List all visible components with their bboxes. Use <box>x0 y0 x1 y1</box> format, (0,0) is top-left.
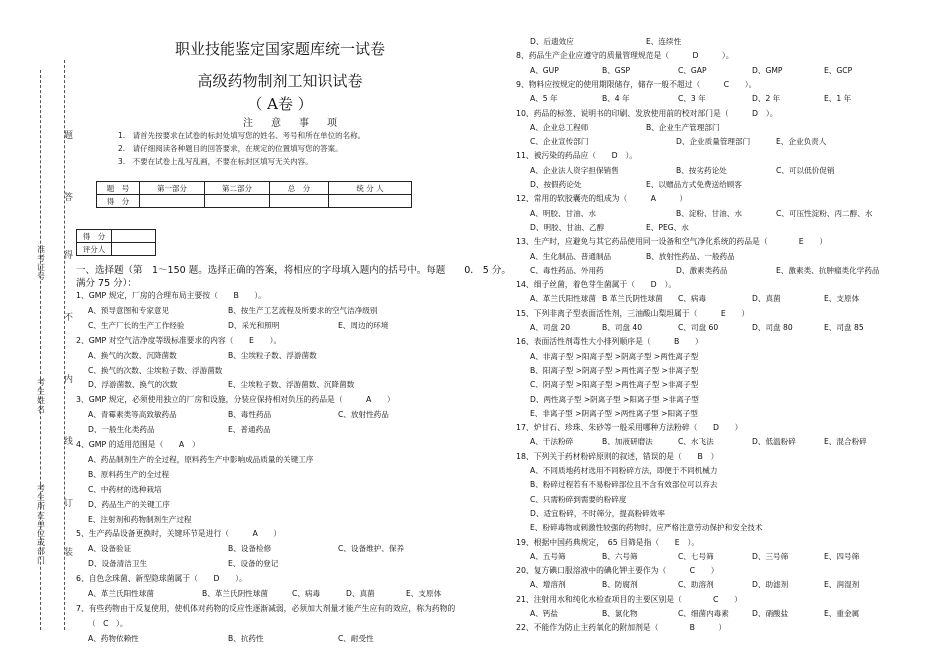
answer-option: D、设备清洁卫生 <box>88 559 148 569</box>
question-stem: 5、生产药品设备更换时，关键环节是进行（ A ） <box>76 529 282 539</box>
answer-option: B、革兰氏阴性球菌 <box>202 589 268 598</box>
answer-option: C、可压性淀粉、丙二醇、水 <box>776 208 873 218</box>
answer-option: D、两性离子型 >阴离子型 >阳离子型 >非离子型 <box>530 394 699 404</box>
question-stem: 21、注射用水和纯化水检查项目的主要区别是（ C ） <box>516 594 742 604</box>
answer-option: E、非离子型 >阴离子型 >两性离子型 >阳离子型 <box>530 408 698 418</box>
answer-option: E、设备的登记 <box>228 559 279 569</box>
grader-name-cell <box>112 243 156 256</box>
score-header: 第二部分 <box>205 182 270 195</box>
answer-option: D、采光和照明 <box>228 320 280 330</box>
question-stem: 9、物料应按规定的使用期限储存，储存一般不超过（ C ）。 <box>516 79 757 89</box>
score-header: 总 分 <box>270 182 329 195</box>
question-stem: 8、药品生产企业应遵守的质量管理规范是（ D ）。 <box>516 51 734 61</box>
answer-option: A、GUP <box>530 65 559 75</box>
answer-option: B、企业生产管理部门 <box>646 122 720 132</box>
question-stem: 18、下列关于药材粉碎原则的叙述，错误的是（ B ） <box>516 451 719 461</box>
answer-option: C、助溶剂 <box>678 580 714 590</box>
answer-option: B、4 年 <box>602 94 630 104</box>
answer-option: C、可以低价促销 <box>776 165 835 175</box>
question-stem: 6、自色念珠菌、新型隐球菌属于（ D ）。 <box>76 574 247 584</box>
answer-option: C、阴离子型 >阳离子型 >两性离子型 >非离子型 <box>530 380 699 390</box>
answer-option: D、三号筛 <box>752 551 789 561</box>
answer-option: A、明胶、甘油、水 <box>530 208 596 218</box>
answer-option: B、防腐剂 <box>602 580 638 590</box>
section-heading-cont: 满分 75 分）： <box>76 278 137 289</box>
score-header: 统 分 人 <box>329 182 412 195</box>
answer-option: E、GCP <box>824 65 853 75</box>
seal-char: 内 <box>64 375 74 385</box>
answer-option: E、PEG、水 <box>646 222 689 232</box>
answer-option: C、病毒 <box>678 294 707 304</box>
exam-subtitle: 高级药物制剂工知识试卷 <box>197 72 363 90</box>
answer-option: C、只需粉碎到需要的粉碎度 <box>530 494 627 504</box>
score-header: 题 号 <box>97 182 140 195</box>
exam-title: 职业技能鉴定国家题库统一试卷 <box>174 40 385 58</box>
answer-option: D、助滤剂 <box>752 580 789 590</box>
answer-option: E、司盘 85 <box>824 323 864 332</box>
answer-option: A、设备验证 <box>88 544 132 554</box>
answer-option: E、普通药品 <box>228 425 271 435</box>
answer-option: D、激素类药品 <box>676 265 728 275</box>
answer-option: A、司盘 20 <box>530 323 571 332</box>
answer-option: D、按假药论处 <box>530 180 582 189</box>
answer-option: A、药物依赖性 <box>88 633 139 643</box>
answer-option: C、司盘 60 <box>678 323 719 332</box>
question-stem: 20、复方碘口服溶液中的碘化钾主要作为（ C ） <box>516 566 719 576</box>
answer-option: A、不同质地药材选用不同粉碎方法，即便于不同机械力 <box>530 466 718 475</box>
score-table <box>96 181 412 208</box>
question-stem: 7、有些药物由于反复使用，使机体对药物的反应性逐渐减弱，必须加大剂量才能产生应有的效应，称为药物的 <box>76 603 456 613</box>
question-stem: 16、表面活性剂毒性大小排列顺序是（ B ） <box>516 337 703 347</box>
answer-option: A、换气的次数、沉降菌数 <box>88 350 177 360</box>
answer-option: A、干法粉碎 <box>530 437 574 447</box>
question-stem: 12、常用的软胶囊壳的组成为（ A ） <box>516 194 688 204</box>
answer-option: B、淀粉、甘油、水 <box>676 208 742 218</box>
section-heading: 一、选择题（第 1～150 题。选择正确的答案，将相应的字母填入题内的括号中。每题 0. 5 分。 <box>76 265 511 276</box>
answer-option: E、以赠品方式免费送给顾客 <box>646 180 742 189</box>
answer-option: B、GSP <box>602 65 631 75</box>
answer-option: A、5 年 <box>530 94 558 104</box>
answer-option: B、尘埃粒子数、浮游菌数 <box>228 350 317 360</box>
answer-option: C、水飞法 <box>678 437 714 447</box>
seal-char: 得 <box>64 251 74 261</box>
answer-option: B、粉碎过程若有不易粉碎部位且不含有效部位可以弃去 <box>530 480 718 490</box>
question-stem: 4、GMP 的适用范围是（ A ） <box>76 440 200 449</box>
answer-option: C、设备维护、保养 <box>338 544 405 554</box>
answer-option: E、四号筛 <box>824 551 860 561</box>
grader-score-label: 得 分 <box>77 230 112 243</box>
answer-option: A、增溶剂 <box>530 580 566 590</box>
answer-option: A、五号筛 <box>530 551 566 561</box>
seal-char: 订 <box>64 499 74 509</box>
answer-option: E、支原体 <box>406 589 442 598</box>
exam-number-field-label: 准考证号 <box>37 245 45 281</box>
answer-option: B、氯化物 <box>602 609 638 618</box>
answer-option: C、中药材的选种栽培 <box>88 484 162 494</box>
answer-option: D、药品生产的关键工序 <box>88 499 170 509</box>
answer-option: A、企业法人资字担保销售 <box>530 165 619 175</box>
answer-option: D、2 年 <box>752 94 781 104</box>
answer-option: D、企业质量管理部门 <box>676 137 751 147</box>
question-stem: 22、不能作为防止主药氧化的附加剂是（ B ） <box>516 623 727 633</box>
score-cell <box>270 195 329 208</box>
answer-option: E、粉碎毒物或刺激性较强的药物时，应严格注意劳动保护和安全技术 <box>530 523 763 533</box>
answer-option: D、后遗效应 <box>530 37 574 46</box>
answer-option: C、换气的次数、尘埃粒子数、浮游菌数 <box>88 365 223 375</box>
question-stem: 15、下列非离子型表面活性剂，三油酸山梨坦属于（ E ） <box>516 308 750 318</box>
answer-option: C、病毒 <box>292 589 321 598</box>
question-stem: 2、GMP 对空气洁净度等级标准要求的内容（ E ）。 <box>76 335 282 345</box>
grader-table <box>76 229 156 256</box>
question-stem: 19、根据中国药典规定， 65 目筛是指（ E ）。 <box>516 537 700 547</box>
answer-option: C、放射性药品 <box>338 410 389 420</box>
score-header: 第一部分 <box>140 182 205 195</box>
answer-option: E、混合粉碎 <box>824 437 867 447</box>
score-row-label: 得 分 <box>97 195 140 208</box>
answer-option: B、阳离子型 >阴离子型 >两性离子型 >非离子型 <box>530 365 699 375</box>
answer-option: B、按劣药论处 <box>676 165 727 175</box>
paper-version: （ A卷 ） <box>247 95 313 113</box>
answer-option: A、药品制剂生产的全过程，原料药生产中影响成品质量的关键工序 <box>88 454 314 464</box>
answer-option: B、放射性药品、一般药品 <box>646 251 735 261</box>
answer-option: E、连续性 <box>646 37 682 46</box>
notice-item: 2. 请仔细阅读各种题目的回答要求，在规定的位置填写您的答案。 <box>118 144 343 153</box>
answer-option: A、生化制品、普通制品 <box>530 251 612 261</box>
answer-option: B、司盘 40 <box>602 323 643 332</box>
answer-option: E、注射剂和药物制剂生产过程 <box>88 514 192 524</box>
answer-option: E、周边的环境 <box>338 320 389 330</box>
question-stem: 3、GMP 规定，必须使用独立的厂房和设施，分装应保持相对负压的药品是（ A ） <box>76 395 395 405</box>
answer-option: B、按生产工艺流程及所要求的空气洁净级别 <box>228 305 378 315</box>
answer-option: C、七号筛 <box>678 551 714 561</box>
answer-option: D、明胶、甘油、乙醇 <box>530 222 605 232</box>
score-cell <box>140 195 205 208</box>
answer-option: D、低温粉碎 <box>752 437 796 447</box>
answer-option: E、支原体 <box>824 294 860 304</box>
answer-option: E、尘埃粒子数、浮游菌数、沉降菌数 <box>228 380 355 390</box>
question-stem: 10、药品的标签、说明书的印刷、发放使用前的校对部门是（ D ）。 <box>516 108 778 118</box>
answer-option: D、一般生化类药品 <box>88 425 155 435</box>
grader-name-label: 评分人 <box>77 243 112 256</box>
seal-char: 不 <box>64 313 74 323</box>
answer-option: B、原料药生产的全过程 <box>88 469 170 479</box>
answer-option: D、GMP <box>752 65 783 75</box>
answer-option: A、企业总工程师 <box>530 122 589 132</box>
answer-option: B 革兰氏阴性球菌 <box>602 294 663 304</box>
answer-option: D、司盘 80 <box>752 323 793 332</box>
answer-option: E、企业负责人 <box>776 137 827 147</box>
answer-option: C、企业宣传部门 <box>530 137 589 147</box>
answer-option: C、GAP <box>678 65 707 75</box>
answer-option: （ C ）。 <box>88 618 128 628</box>
question-stem: 17、炉甘石、珍珠、朱砂等一般采用哪种方法粉碎（ D ） <box>516 423 743 433</box>
answer-option: B、设备检修 <box>228 544 272 554</box>
question-stem: 14、细子丝菌，着色芽生菌属于（ D ）。 <box>516 280 677 290</box>
name-field-label: 考生姓名 <box>37 378 45 414</box>
answer-option: C、生产厂长的生产工作经验 <box>88 320 185 330</box>
notice-item: 1. 请首先按要求在试卷的标封处填写您的姓名、考号和所在单位的名称。 <box>118 131 366 140</box>
answer-option: B、加液研磨法 <box>602 437 653 447</box>
answer-option: D、真菌 <box>752 294 781 304</box>
answer-option: A、革兰氏阳性球菌 <box>530 294 596 304</box>
answer-option: C、毒性药品、外用药 <box>530 265 604 275</box>
grader-score-cell <box>112 230 156 243</box>
answer-option: C、耐受性 <box>338 633 374 643</box>
answer-option: A、预导意图和专家意见 <box>88 305 170 315</box>
answer-option: B、六号筛 <box>602 551 638 561</box>
answer-option: E、1 年 <box>824 94 852 104</box>
answer-option: B、抗药性 <box>228 633 264 643</box>
notice-item: 3. 不要在试卷上乱写乱画，不要在标封区填写无关内容。 <box>118 157 313 166</box>
answer-option: C、细菌内毒素 <box>678 609 729 618</box>
score-cell <box>329 195 412 208</box>
answer-option: D、真菌 <box>346 589 375 598</box>
answer-option: D、硝酸盐 <box>752 609 789 618</box>
seal-char: 题 <box>64 131 74 141</box>
answer-option: A、非离子型 >阳离子型 >阴离子型 >两性离子型 <box>530 351 699 361</box>
answer-option: D、适宜粉碎，不时筛分，提高粉碎效率 <box>530 508 665 518</box>
question-stem: 11、被污染的药品应（ D ）。 <box>516 151 638 161</box>
unit-field-label: 考生所在单位或部门 <box>37 484 45 565</box>
answer-option: B、毒性药品 <box>228 410 272 420</box>
answer-option: C、3 年 <box>678 94 706 104</box>
answer-option: E、重金属 <box>824 609 860 618</box>
seal-char: 线 <box>64 437 74 447</box>
answer-option: D、浮游菌数、换气的次数 <box>88 380 178 390</box>
seal-char: 答 <box>64 193 74 203</box>
seal-char: 装 <box>64 548 74 558</box>
answer-option: A、钙盐 <box>530 609 558 618</box>
question-stem: 13、生产时，应避免与其它药品使用同一设备和空气净化系统的药品是（ E ） <box>516 237 828 247</box>
question-stem: 1、GMP 规定，厂房的合理布局主要按（ B ）。 <box>76 291 267 300</box>
answer-option: E、润湿剂 <box>824 580 860 590</box>
answer-option: E、激素类、抗肿瘤类化学药品 <box>776 265 880 275</box>
score-cell <box>205 195 270 208</box>
answer-option: A、青霉素类等高致敏药品 <box>88 410 177 420</box>
notice-heading: 注意事项 <box>243 118 355 129</box>
answer-option: A、革兰氏阳性球菌 <box>88 589 154 598</box>
